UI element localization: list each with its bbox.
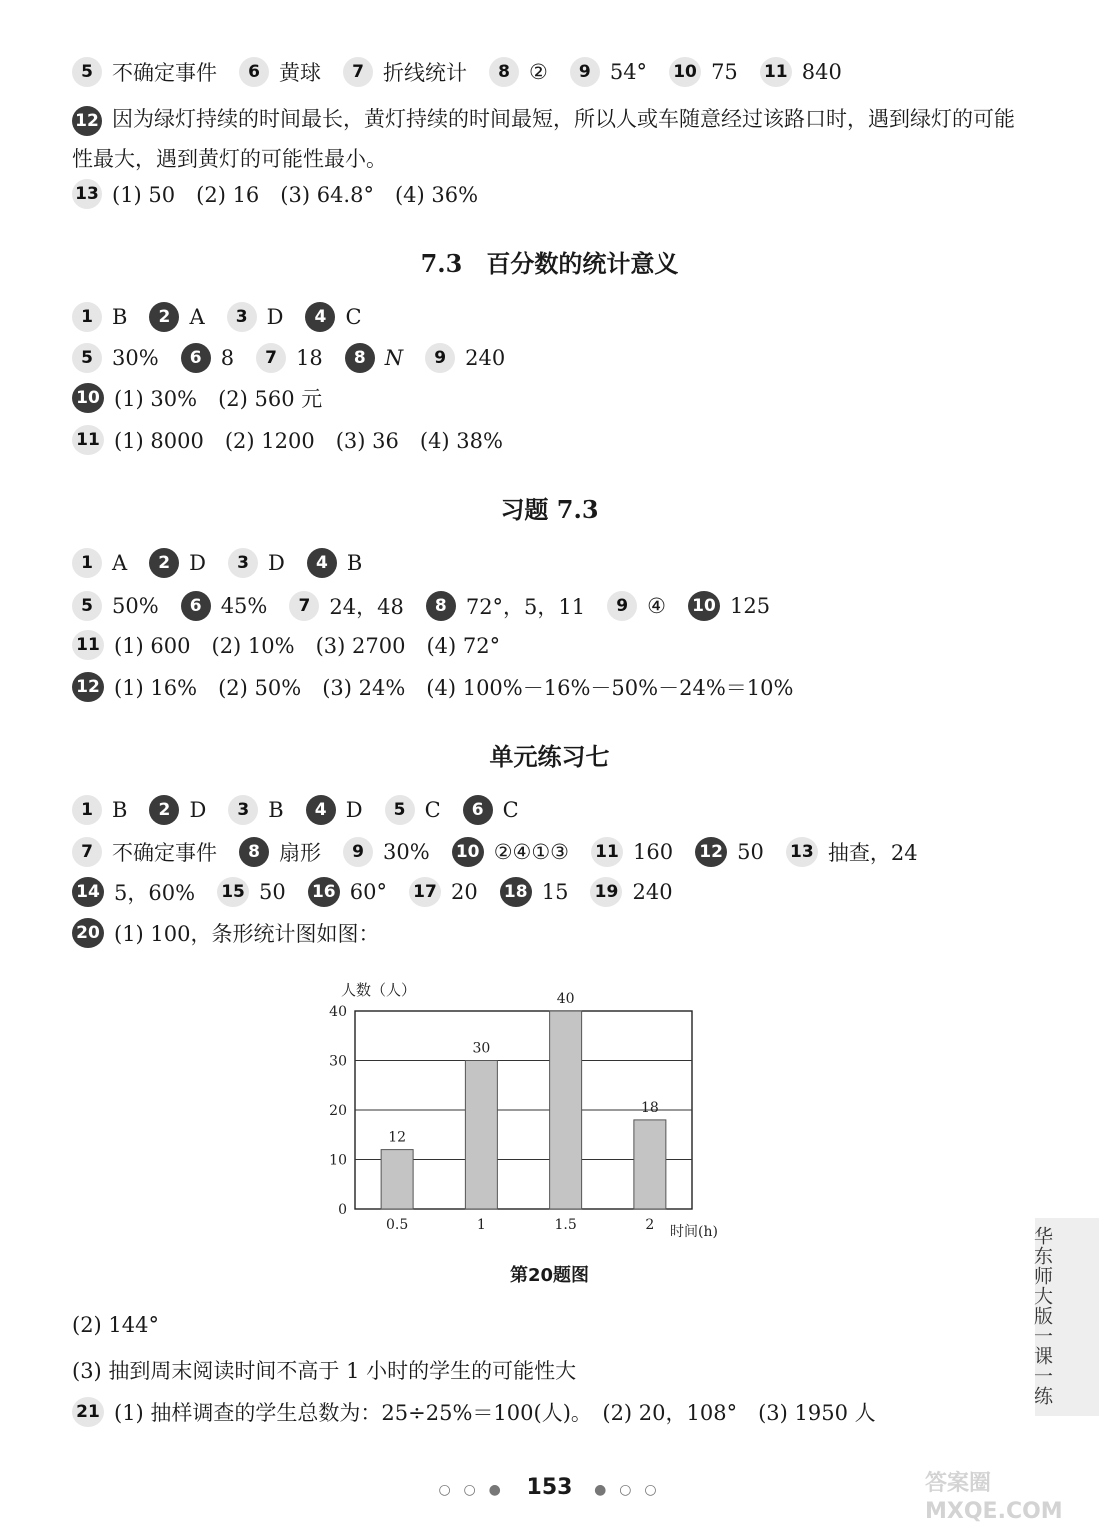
answer-value: C bbox=[424, 798, 441, 822]
question-number-badge: 14 bbox=[72, 877, 104, 907]
answer-value: 5，60% bbox=[114, 881, 196, 905]
answer-item bbox=[306, 795, 363, 825]
answer-value: B bbox=[268, 798, 284, 822]
answer-item bbox=[228, 548, 285, 578]
answer-value: C bbox=[502, 798, 519, 822]
answer-value: 125 bbox=[729, 594, 771, 618]
bar-chart bbox=[320, 972, 740, 1242]
question-number-badge: 20 bbox=[72, 918, 104, 948]
question-number-badge: 10 bbox=[669, 57, 701, 87]
question-number-badge: 11 bbox=[72, 630, 104, 660]
answer-q20 bbox=[72, 918, 380, 948]
answer-item bbox=[72, 302, 127, 332]
answer-item bbox=[688, 591, 770, 621]
answer-value: C bbox=[345, 305, 362, 329]
answer-value: 72°，5，11 bbox=[465, 595, 586, 619]
question-number-badge: 8 bbox=[345, 343, 375, 373]
answer-value: 45% bbox=[220, 594, 268, 618]
answer-item bbox=[149, 795, 206, 825]
question-number-badge: 11 bbox=[72, 425, 104, 455]
question-number-badge: 17 bbox=[409, 877, 441, 907]
question-number-badge: 9 bbox=[343, 837, 373, 867]
question-number-badge: 13 bbox=[72, 179, 102, 209]
answer-value: 折线统计 bbox=[383, 61, 467, 85]
answer-item bbox=[607, 591, 666, 621]
answer-value: ② bbox=[529, 60, 548, 84]
bar bbox=[381, 1150, 413, 1209]
answer-item bbox=[760, 57, 842, 87]
answer-text: (1) 抽样调查的学生总数为：25÷25%＝100(人)。 (2) 20，108° (3) 1950 人 bbox=[114, 1401, 876, 1425]
answer-q20-part3 bbox=[72, 1355, 576, 1385]
answer-value: B bbox=[346, 551, 363, 575]
answer-q11 bbox=[72, 425, 503, 455]
answer-value: D bbox=[189, 798, 207, 822]
answer-item bbox=[227, 302, 284, 332]
answer-value: A bbox=[189, 305, 205, 329]
answer-item bbox=[72, 548, 127, 578]
page-number: 153 bbox=[526, 1475, 573, 1500]
question-number-badge: 7 bbox=[256, 343, 286, 373]
question-number-badge: 16 bbox=[308, 877, 340, 907]
answer-value: 30% bbox=[112, 346, 159, 370]
bar bbox=[465, 1061, 497, 1210]
answer-item bbox=[307, 548, 362, 578]
answer-item bbox=[72, 877, 195, 907]
answer-value: 50 bbox=[259, 880, 286, 904]
answer-value: 20 bbox=[451, 880, 478, 904]
bar-value-label: 30 bbox=[472, 1040, 491, 1057]
answer-item bbox=[343, 57, 467, 87]
answer-text: (3) 抽到周末阅读时间不高于 1 小时的学生的可能性大 bbox=[72, 1359, 577, 1383]
answer-item bbox=[305, 302, 361, 332]
answer-value: 240 bbox=[465, 346, 506, 370]
question-number-badge: 6 bbox=[463, 795, 493, 825]
answer-item bbox=[669, 57, 738, 87]
answer-text: (1) 30% (2) 560 元 bbox=[114, 387, 323, 411]
x-tick-label: 1.5 bbox=[554, 1217, 577, 1233]
answer-item bbox=[72, 591, 159, 621]
answer-text: (1) 100，条形统计图如图： bbox=[114, 922, 380, 946]
answer-value: B bbox=[112, 798, 128, 822]
section-heading-7-3: 7.3 百分数的统计意义 bbox=[420, 249, 679, 278]
question-number-badge: 8 bbox=[239, 837, 269, 867]
section-heading-exercise-7-3: 习题 7.3 bbox=[500, 495, 599, 524]
question-number-badge: 5 bbox=[72, 591, 102, 621]
answer-item bbox=[695, 837, 764, 867]
answer-item bbox=[308, 877, 387, 907]
question-number-badge: 19 bbox=[590, 877, 622, 907]
answer-item bbox=[591, 837, 673, 867]
bar-value-label: 12 bbox=[388, 1129, 407, 1146]
answer-item bbox=[489, 57, 548, 87]
answer-value: N bbox=[384, 346, 404, 370]
footer-dots-right: ● ○ ○ bbox=[594, 1482, 661, 1498]
answer-item bbox=[72, 837, 217, 867]
answer-text: (1) 8000 (2) 1200 (3) 36 (4) 38% bbox=[114, 429, 503, 453]
answer-row bbox=[72, 837, 940, 867]
question-number-badge: 1 bbox=[72, 302, 102, 332]
answer-q10 bbox=[72, 383, 322, 413]
question-number-badge: 6 bbox=[181, 591, 211, 621]
y-tick-label: 20 bbox=[329, 1103, 347, 1119]
question-number-badge: 9 bbox=[607, 591, 637, 621]
answer-q12-top bbox=[72, 99, 1032, 179]
question-number-badge: 1 bbox=[72, 795, 102, 825]
answer-value: 黄球 bbox=[279, 61, 321, 85]
answer-row-top bbox=[72, 57, 864, 87]
question-number-badge: 2 bbox=[149, 548, 179, 578]
question-number-badge: 9 bbox=[570, 57, 600, 87]
answer-value: ②④①③ bbox=[493, 840, 569, 864]
answer-item bbox=[426, 591, 585, 621]
answer-item bbox=[500, 877, 569, 907]
answer-value: 24，48 bbox=[329, 595, 404, 619]
answer-value: 50% bbox=[112, 594, 159, 618]
question-number-badge: 9 bbox=[425, 343, 455, 373]
x-axis-label: 时间(h) bbox=[670, 1224, 718, 1240]
answer-text: (1) 16% (2) 50% (3) 24% (4) 100%－16%－50%－24%＝10% bbox=[114, 676, 794, 700]
answer-item bbox=[228, 795, 283, 825]
question-number-badge: 3 bbox=[228, 795, 258, 825]
answer-value: B bbox=[112, 305, 128, 329]
answer-text: (1) 50 (2) 16 (3) 64.8° (4) 36% bbox=[112, 183, 479, 207]
question-number-badge: 12 bbox=[72, 106, 102, 136]
answer-item bbox=[72, 343, 159, 373]
answer-value: 15 bbox=[541, 880, 569, 904]
answer-item bbox=[289, 591, 403, 621]
question-number-badge: 7 bbox=[289, 591, 319, 621]
answer-value: 18 bbox=[296, 346, 323, 370]
answer-item bbox=[72, 57, 217, 87]
answer-q13-top bbox=[72, 179, 478, 209]
answer-value: 不确定事件 bbox=[112, 841, 217, 865]
chart-caption: 第20题图 bbox=[509, 1265, 590, 1286]
answer-item bbox=[256, 343, 323, 373]
answer-row bbox=[72, 343, 527, 373]
question-number-badge: 12 bbox=[72, 672, 104, 702]
question-number-badge: 3 bbox=[227, 302, 257, 332]
answer-value: D bbox=[266, 305, 284, 329]
answer-text: (2) 144° bbox=[72, 1313, 160, 1337]
question-number-badge: 13 bbox=[786, 837, 818, 867]
answer-item bbox=[786, 837, 918, 867]
bar-value-label: 18 bbox=[640, 1099, 659, 1116]
answer-q20-part2 bbox=[72, 1313, 159, 1337]
answer-item bbox=[590, 877, 672, 907]
answer-item bbox=[217, 877, 286, 907]
question-number-badge: 8 bbox=[426, 591, 456, 621]
answer-value: 8 bbox=[220, 346, 235, 370]
answer-row bbox=[72, 795, 541, 825]
answer-item bbox=[149, 302, 204, 332]
answer-item bbox=[345, 343, 403, 373]
question-number-badge: 21 bbox=[72, 1397, 104, 1427]
answer-value: 54° bbox=[609, 60, 648, 84]
answer-value: 抽查，24 bbox=[827, 841, 918, 865]
question-number-badge: 5 bbox=[385, 795, 415, 825]
question-number-badge: 6 bbox=[181, 343, 211, 373]
question-number-badge: 8 bbox=[489, 57, 519, 87]
answer-value: 60° bbox=[349, 880, 388, 904]
question-number-badge: 18 bbox=[500, 877, 532, 907]
answer-q21 bbox=[72, 1397, 876, 1427]
answer-item bbox=[463, 795, 519, 825]
answer-row bbox=[72, 548, 384, 578]
answer-text: (1) 600 (2) 10% (3) 2700 (4) 72° bbox=[114, 634, 501, 658]
question-number-badge: 10 bbox=[72, 383, 104, 413]
answer-value: D bbox=[345, 798, 363, 822]
question-number-badge: 7 bbox=[343, 57, 373, 87]
question-number-badge: 7 bbox=[72, 837, 102, 867]
question-number-badge: 10 bbox=[688, 591, 720, 621]
answer-item bbox=[181, 343, 234, 373]
question-number-badge: 6 bbox=[239, 57, 269, 87]
question-number-badge: 4 bbox=[307, 548, 337, 578]
answer-value: 30% bbox=[383, 840, 430, 864]
x-tick-label: 0.5 bbox=[385, 1217, 409, 1233]
answer-item bbox=[452, 837, 569, 867]
answer-item bbox=[425, 343, 505, 373]
question-number-badge: 2 bbox=[149, 795, 179, 825]
answer-value: D bbox=[189, 551, 207, 575]
bar bbox=[550, 1011, 582, 1209]
side-tab-label: 华东师大版一课一练 bbox=[1031, 1226, 1053, 1406]
question-number-badge: 12 bbox=[695, 837, 727, 867]
answer-q11 bbox=[72, 630, 500, 660]
bar-value-label: 40 bbox=[556, 991, 575, 1007]
question-number-badge: 11 bbox=[760, 57, 792, 87]
answer-item bbox=[570, 57, 647, 87]
y-tick-label: 0 bbox=[338, 1202, 347, 1218]
section-heading-unit-7: 单元练习七 bbox=[489, 742, 610, 771]
answer-value: 160 bbox=[633, 840, 674, 864]
answer-q12 bbox=[72, 672, 793, 702]
answer-row bbox=[72, 591, 792, 621]
answer-value: D bbox=[268, 551, 285, 575]
bar bbox=[634, 1120, 666, 1209]
answer-item bbox=[239, 57, 321, 87]
answer-value: ④ bbox=[647, 594, 666, 618]
answer-value: 75 bbox=[711, 60, 738, 84]
question-number-badge: 5 bbox=[72, 57, 102, 87]
answer-item bbox=[239, 837, 321, 867]
x-tick-label: 2 bbox=[645, 1217, 655, 1233]
answer-item bbox=[385, 795, 441, 825]
answer-value: 不确定事件 bbox=[112, 61, 217, 85]
question-number-badge: 10 bbox=[452, 837, 484, 867]
answer-item bbox=[409, 877, 478, 907]
answer-value: 50 bbox=[737, 840, 764, 864]
answer-item bbox=[149, 548, 206, 578]
answer-item bbox=[72, 795, 127, 825]
answer-value: A bbox=[112, 551, 128, 575]
question-number-badge: 4 bbox=[306, 795, 336, 825]
watermark bbox=[925, 1470, 1095, 1526]
answer-value: 扇形 bbox=[279, 841, 321, 865]
y-axis-label: 人数（人） bbox=[341, 981, 417, 999]
watermark-text: 答案圈 MXQE.COM bbox=[925, 1471, 1063, 1524]
footer-dots-left: ○ ○ ● bbox=[438, 1482, 505, 1498]
y-tick-label: 40 bbox=[329, 1004, 347, 1020]
answer-value: 240 bbox=[632, 880, 673, 904]
question-number-badge: 15 bbox=[217, 877, 249, 907]
answer-item bbox=[343, 837, 430, 867]
answer-value: 840 bbox=[801, 60, 842, 84]
answer-item bbox=[181, 591, 268, 621]
question-number-badge: 11 bbox=[591, 837, 623, 867]
question-number-badge: 4 bbox=[305, 302, 335, 332]
question-number-badge: 2 bbox=[149, 302, 179, 332]
answer-text: 因为绿灯持续的时间最长，黄灯持续的时间最短，所以人或车随意经过该路口时，遇到绿灯的可能性最大，遇到黄灯的可能性最小。 bbox=[72, 107, 1015, 171]
answer-row bbox=[72, 302, 384, 332]
y-tick-label: 30 bbox=[329, 1053, 347, 1070]
question-number-badge: 1 bbox=[72, 548, 102, 578]
question-number-badge: 3 bbox=[228, 548, 258, 578]
y-tick-label: 10 bbox=[329, 1152, 347, 1169]
answer-row bbox=[72, 877, 695, 907]
question-number-badge: 5 bbox=[72, 343, 102, 373]
x-tick-label: 1 bbox=[476, 1217, 486, 1233]
